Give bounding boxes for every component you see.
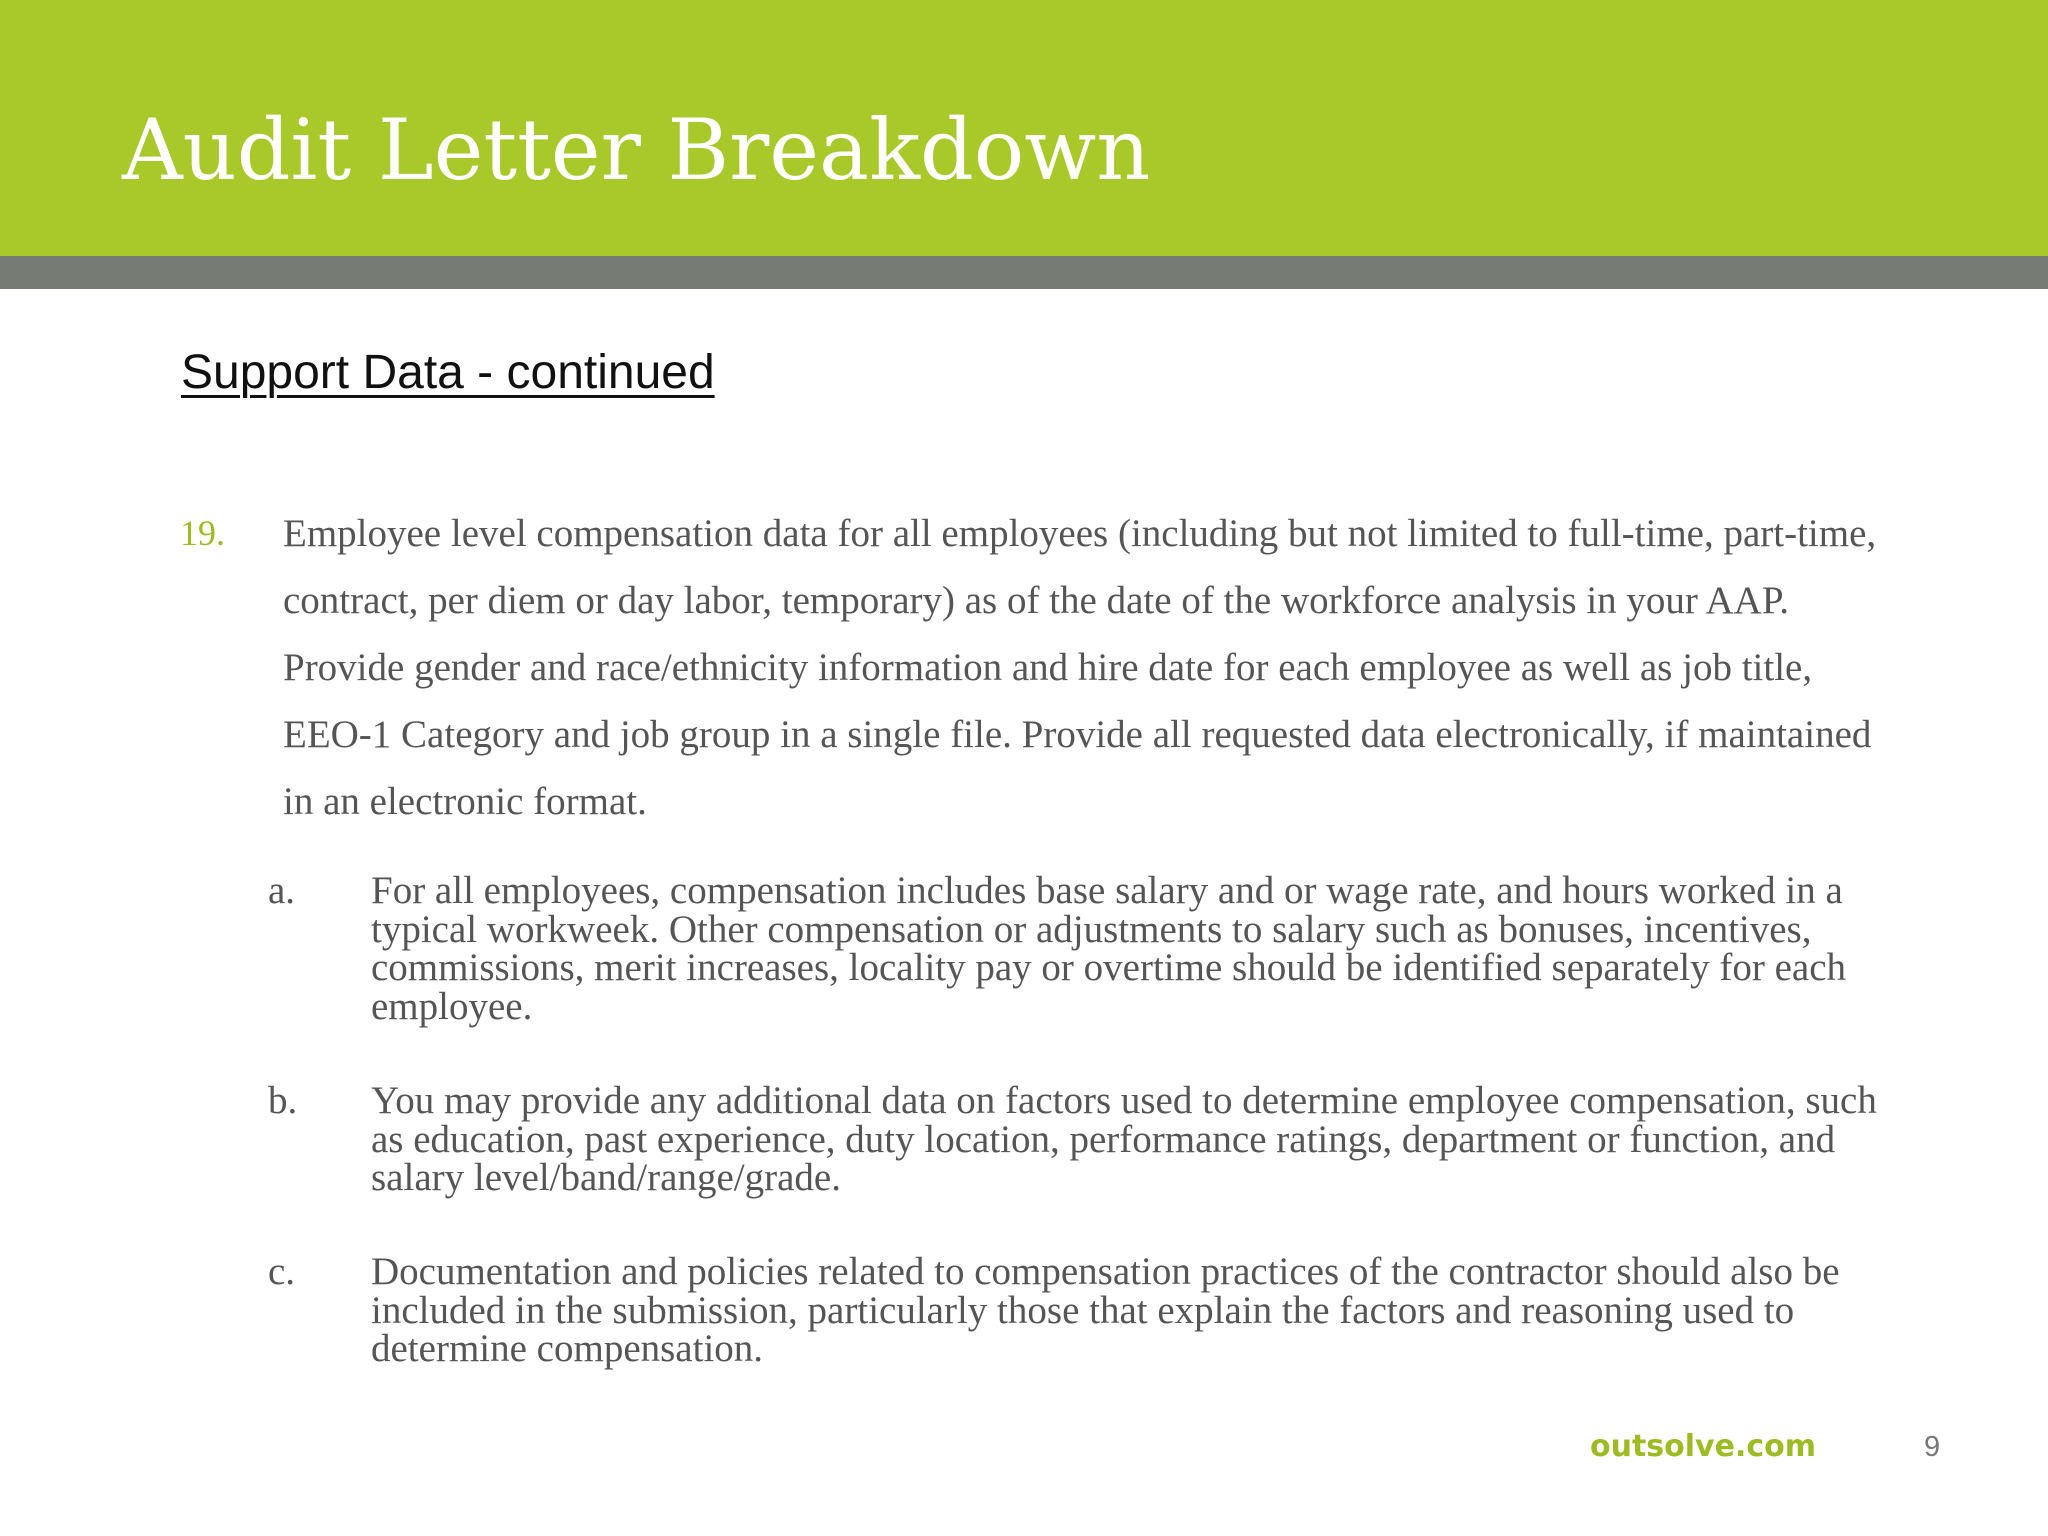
slide-title: Audit Letter Breakdown (122, 101, 1151, 199)
header-band (0, 0, 2048, 256)
sub-item-text: You may provide any additional data on factors used to determine employee compensation, such as education, past experience, duty location, performance ratings, department or function, and salary level/band/range/grade. (371, 1079, 1877, 1199)
sub-item-text: For all employees, compensation includes base salary and or wage rate, and hours worked in a typical workweek. Other compensation or adjustments to salary such as bonuses, incentives, commissions, merit increases, locality pay or overtime should be identified separately for each employee. (371, 869, 1847, 1028)
sub-item-letter: b. (268, 1079, 298, 1122)
header-divider (0, 256, 2048, 289)
sub-item-text: Documentation and policies related to compensation practices of the contractor should also be included in the submission, particularly those that explain the factors and reasoning used to determine compensation. (371, 1250, 1840, 1370)
item-number: 19. (180, 513, 225, 553)
sub-item-letter: a. (268, 869, 296, 912)
sub-item-letter: c. (268, 1250, 296, 1293)
item-text: Employee level compensation data for all employees (including but not limited to full-time, part-time, contract, per diem or day labor, temporary) as of the date of the workforce analysis in your AAP. Provide gender and race/ethnicity information and hire date for each employee as well as job title, EEO-1 Category and job group in a single file. Provide all requested data electronically, if maintained in an electronic format. (283, 512, 1877, 823)
footer-brand: outsolve.com (1590, 1429, 1817, 1464)
page-number: 9 (1924, 1431, 1941, 1463)
section-subtitle: Support Data - continued (181, 346, 715, 399)
